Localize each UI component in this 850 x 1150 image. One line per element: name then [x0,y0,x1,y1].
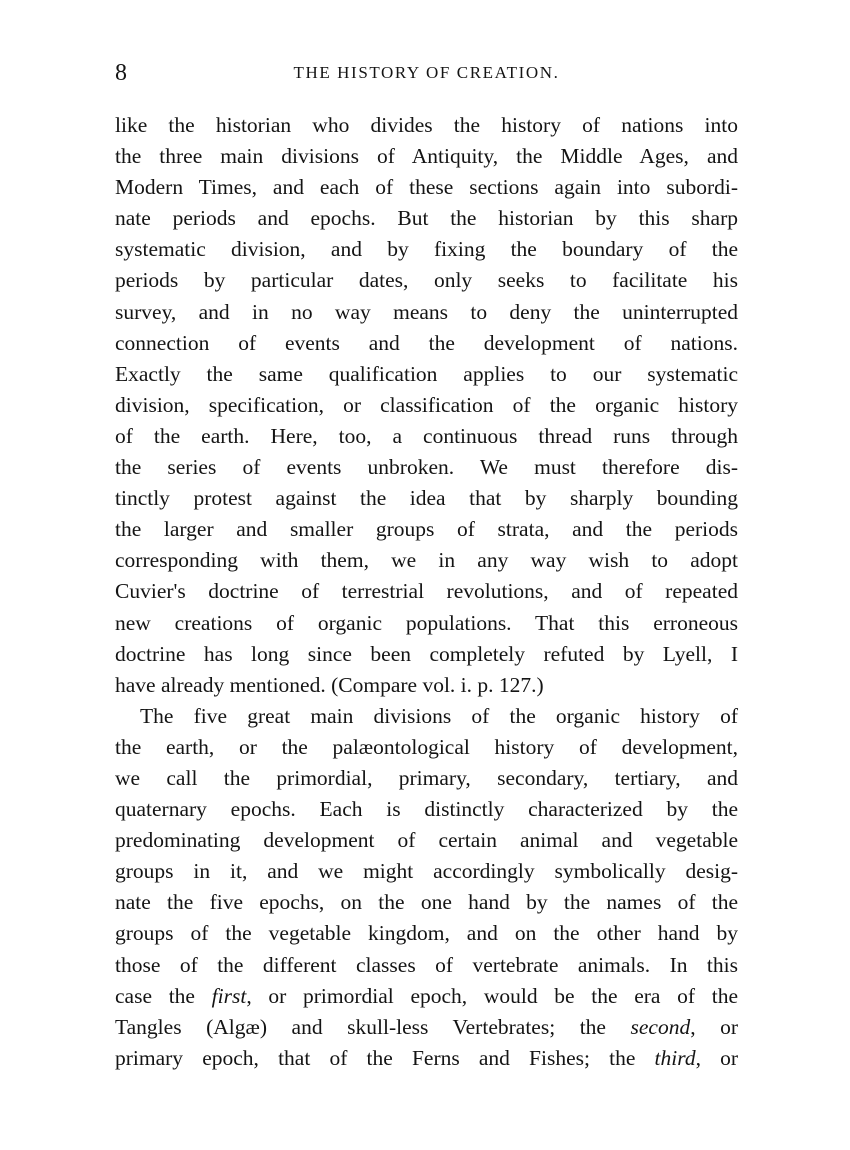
text-line: groups in it, and we might accordingly symbolically desig- [115,859,738,884]
text-line: corresponding with them, we in any way wish to adopt [115,548,738,573]
body-text [115,110,738,1074]
text-line: the three main divisions of Antiquity, the Middle Ages, and [115,144,738,169]
running-title: THE HISTORY OF CREATION. [293,63,560,82]
text-line: Tangles (Algæ) and skull-less Vertebrates; the second, or [115,1014,739,1039]
text-line: case the first, or primordial epoch, would be the era of the [115,983,739,1008]
text-line: new creations of organic populations. That this erroneous [115,610,738,635]
text-line: nate the five epochs, on the one hand by the names of the [115,890,738,915]
text-line: groups of the vegetable kingdom, and on the other hand by [115,921,738,946]
text-line: those of the different classes of vertebrate animals. In this [115,952,738,977]
text-line: like the historian who divides the history of nations into [115,113,738,137]
text-line: survey, and in no way means to deny the uninterrupted [115,299,738,324]
paragraph [115,701,738,1074]
text-line: doctrine has long since been completely refuted by Lyell, I [115,641,738,666]
paragraph [115,110,738,701]
text-line: quaternary epochs. Each is distinctly characterized by the [115,797,738,822]
text-line: periods by particular dates, only seeks to facilitate his [115,268,738,293]
text-line: connection of events and the development of nations. [115,330,738,355]
page-number: 8 [115,60,127,86]
italic-word: first [211,983,247,1008]
text-line: we call the primordial, primary, secondary, tertiary, and [115,765,738,790]
text-line: Modern Times, and each of these sections again into subordi- [115,175,738,200]
text-line: tinctly protest against the idea that by sharply bounding [115,486,738,511]
text-line: Exactly the same qualification applies to our systematic [115,361,738,386]
text-line: the larger and smaller groups of strata, and the periods [115,517,738,542]
text-line: the earth, or the palæontological history of development, [115,734,738,759]
italic-word: second [630,1014,691,1039]
italic-word: third [654,1045,696,1070]
text-line: have already mentioned. (Compare vol. i. p. 127.) [115,672,544,697]
text-line: predominating development of certain animal and vegetable [115,828,738,853]
text-line: the series of events unbroken. We must therefore dis- [115,455,738,480]
text-line: of the earth. Here, too, a continuous thread runs through [115,423,738,448]
page-header [115,58,738,88]
text-line: division, specification, or classification of the organic history [115,392,738,417]
text-line: primary epoch, that of the Ferns and Fishes; the third, or [115,1045,739,1070]
text-line: systematic division, and by fixing the boundary of the [115,237,738,262]
text-line: Cuvier's doctrine of terrestrial revolutions, and of repeated [115,579,738,604]
text-line: The five great main divisions of the organic history of [140,703,738,728]
text-line: nate periods and epochs. But the historian by this sharp [115,206,738,231]
